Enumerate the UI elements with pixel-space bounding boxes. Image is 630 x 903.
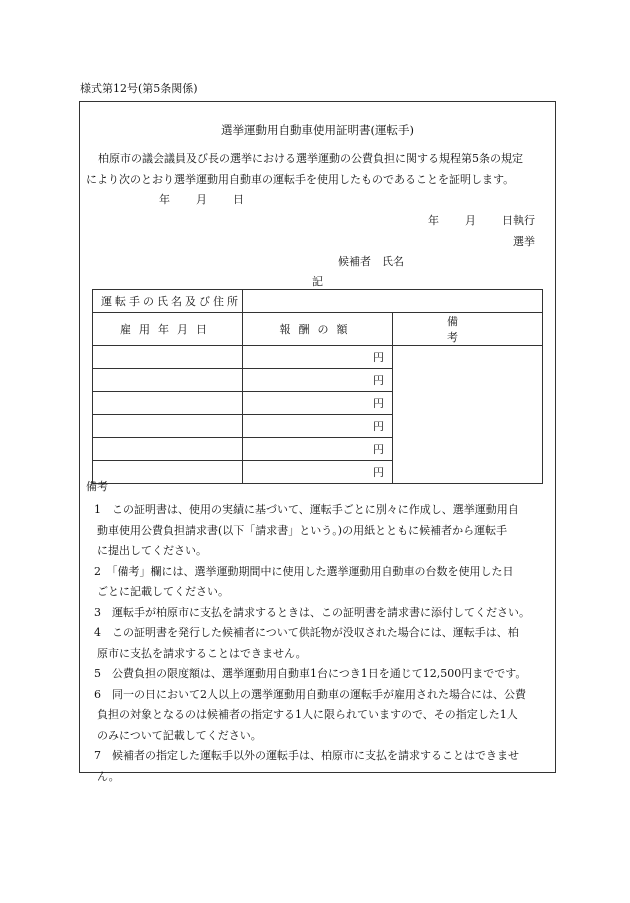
- note-line: ごとに記載してください。: [97, 585, 229, 598]
- note-item: [86, 603, 546, 624]
- notes-heading: 備考: [86, 480, 108, 493]
- note-line: に提出してください。: [97, 544, 207, 557]
- note-line: 1 この証明書は、使用の実績に基づいて、運転手ごとに別々に作成し、選挙運動用自: [94, 503, 519, 516]
- note-line: 4 この証明書を発行した候補者について供託物が没収された場合には、運転手は、柏: [94, 626, 519, 639]
- note-item: [86, 562, 546, 603]
- note-line: 7 候補者の指定した運転手以外の運転手は、柏原市に支払を請求することはできませ: [94, 749, 519, 762]
- note-line: ん。: [97, 769, 120, 783]
- note-line: 2 「備考」欄には、選挙運動期間中に使用した選挙運動用自動車の台数を使用した日: [94, 564, 514, 578]
- name-address-field[interactable]: [243, 290, 543, 313]
- note-line: 動車使用公費負担請求書(以下「請求書」という。)の用紙とともに候補者から運転手: [97, 523, 508, 537]
- remarks-header: 備考: [393, 313, 543, 346]
- remarks-cell[interactable]: [393, 346, 543, 484]
- remuneration-cell[interactable]: 円: [243, 392, 393, 415]
- employment-date-cell[interactable]: [93, 369, 243, 392]
- statement-line: 柏原市の議会議員及び長の選挙における選挙運動の公費負担に関する規程第5条の規定: [98, 152, 523, 165]
- employment-date-cell[interactable]: [93, 346, 243, 369]
- exec-day-label: 日執行: [502, 214, 535, 227]
- remuneration-cell[interactable]: 円: [243, 415, 393, 438]
- certification-statement: [86, 148, 546, 190]
- form-number: 様式第12号(第5条関係): [80, 82, 198, 95]
- note-line: 3 運転手が柏原市に支払を請求するときは、この証明書を請求書に添付してください。: [94, 605, 530, 619]
- execution-date: [428, 212, 535, 228]
- remuneration-cell[interactable]: 円: [243, 438, 393, 461]
- certificate-frame: [79, 101, 556, 783]
- exec-month-label: 月: [465, 214, 476, 227]
- employment-date-cell[interactable]: [93, 415, 243, 438]
- note-item: [86, 623, 546, 664]
- note-line: のみについて記載してください。: [97, 728, 262, 742]
- remuneration-cell[interactable]: 円: [243, 369, 393, 392]
- statement-line: により次のとおり選挙運動用自動車の運転手を使用したものであることを証明します。: [86, 173, 515, 186]
- driver-table: [92, 289, 543, 484]
- table-header-row: [93, 313, 543, 346]
- table-row: [93, 346, 543, 369]
- exec-year-label: 年: [428, 214, 439, 227]
- name-address-row: [93, 290, 543, 313]
- date-year-label: 年: [159, 193, 170, 206]
- note-line: 6 同一の日において2人以上の選挙運動用自動車の運転手が雇用された場合には、公費: [94, 687, 526, 701]
- employment-date-cell[interactable]: [93, 392, 243, 415]
- certification-date: [159, 191, 244, 207]
- remuneration-header: 報酬の額: [243, 313, 393, 346]
- employment-date-header: 雇用年月日: [93, 313, 243, 346]
- note-item: [86, 500, 546, 562]
- note-item: [86, 746, 546, 787]
- name-address-header: 運転手の氏名及び住所: [93, 290, 243, 313]
- document-title: 選挙運動用自動車使用証明書(運転手): [221, 123, 414, 137]
- note-item: [86, 685, 546, 747]
- note-item: [86, 664, 546, 685]
- election-label: 選挙: [513, 235, 535, 248]
- remuneration-cell[interactable]: 円: [243, 461, 393, 484]
- note-line: 原市に支払を請求することはできません。: [97, 646, 307, 660]
- employment-date-cell[interactable]: [93, 461, 243, 484]
- employment-date-cell[interactable]: [93, 438, 243, 461]
- date-day-label: 日: [233, 193, 244, 206]
- note-line: 負担の対象となるのは候補者の指定する1人に限られていますので、その指定した1人: [97, 708, 518, 721]
- ki-label: 記: [312, 275, 323, 288]
- candidate-name-label: 候補者 氏名: [338, 255, 404, 268]
- note-line: 5 公費負担の限度額は、選挙運動用自動車1台につき1日を通じて12,500円までです。: [94, 667, 527, 680]
- remuneration-cell[interactable]: 円: [243, 346, 393, 369]
- notes-list: [86, 500, 546, 787]
- date-month-label: 月: [196, 193, 207, 206]
